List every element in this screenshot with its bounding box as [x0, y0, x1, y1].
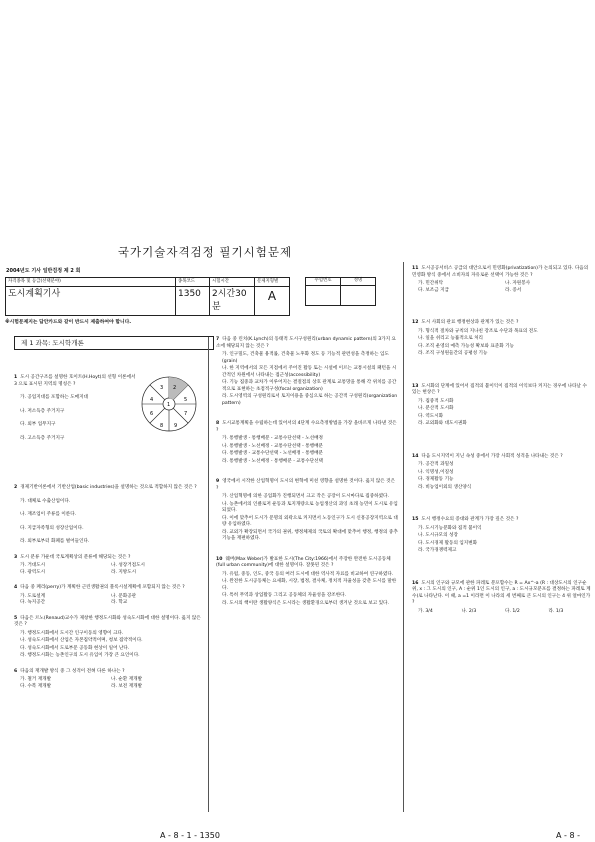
answer-option[interactable]: 다. 특히 무역과 상업활동 그리고 공동체의 자율성을 강조한다.	[222, 593, 347, 599]
question-number: 15	[412, 517, 419, 523]
question-text: 도시화의 단계에 있어서 집적의 불이익이 집적의 이익보다 커지는 경우에 나타날 수 있는 현상은 ?	[412, 383, 587, 396]
question-stem	[216, 479, 398, 492]
question-stem	[412, 320, 592, 327]
sector-label: 6	[150, 411, 154, 417]
column-divider	[403, 262, 404, 812]
answer-option[interactable]: 가. 공간적 과밀성	[418, 462, 454, 468]
question-column-1	[14, 375, 136, 446]
question-number: 5	[14, 615, 18, 621]
question-number: 6	[14, 668, 18, 674]
question-number: 2	[14, 485, 18, 490]
answer-option[interactable]: 다. 조직 운영의 예측 가능성 확보와 표준화 기능	[418, 343, 514, 349]
question	[412, 266, 592, 294]
sector-label: 4	[150, 397, 154, 403]
answer-option[interactable]: 다. 녹지공간	[20, 600, 46, 606]
answer-option[interactable]: 가. 대체로 수출산업이다.	[20, 498, 71, 504]
question-stem	[412, 581, 592, 607]
question-stem	[14, 375, 136, 388]
answer-option[interactable]: 나. 성장거점도시	[111, 563, 145, 569]
answer-option[interactable]: 라. 학교	[111, 600, 128, 606]
answer-option[interactable]: 나. 분산적 도시화	[418, 406, 454, 412]
answer-option[interactable]: 다. 1/2	[505, 608, 520, 614]
question-stem	[14, 616, 202, 629]
page-footer-left: A - 8 - 1 - 1350	[160, 831, 220, 840]
question-text: 웨버(Max Weber)가 발표한 도시(The City:1966)에서 주장한 완전한 도시공동체(full urban community)에 대한 설명이다. 잘못된 것은 ?	[216, 556, 391, 569]
answer-option[interactable]: 가. 도로설계	[20, 593, 46, 599]
answer-option[interactable]: 가. 도시기능분화와 집적 불이익	[418, 525, 482, 531]
question-number: 11	[412, 266, 419, 271]
answer-option[interactable]: 라. 고소득층 주거지구	[20, 435, 65, 441]
answer-option[interactable]: 나. 성숙도시화에서 산업은 자본집약적이며, 청보 집약적이다.	[20, 638, 143, 644]
answer-option[interactable]: 라. 보전 재개발	[111, 683, 143, 689]
answer-option[interactable]: 가. 형식적 절차와 규칙의 지나친 강조로 수단과 목표의 전도	[418, 328, 538, 334]
question-column-1-lower	[14, 485, 202, 699]
question-stem	[412, 266, 592, 279]
answer-option[interactable]: 라. 도시의 핵이란 생활양식은 도시라는 생활환경으로부터 생겨난 것으로 보고 있다.	[222, 600, 389, 606]
answer-option[interactable]: 가. 민간위탁	[418, 281, 444, 287]
answer-option[interactable]: 라. 외부로부터 화폐를 벌어들인다.	[20, 539, 90, 545]
answer-option[interactable]: 나. 2/3	[461, 608, 477, 614]
question-number: 7	[216, 337, 220, 342]
question-stem	[14, 669, 202, 676]
notice: ※시험문제지는 답안카드와 같이 반드시 제출하여야 합니다.	[5, 320, 132, 325]
subject-heading: 제 1 과목: 도시학개론	[14, 336, 214, 350]
question-text: 다음은 르노(Renaud)교수가 제창한 행정도시화와 성숙도시화에 대한 설명이다. 옳지 않은 것은 ?	[14, 615, 201, 628]
sector-label: 5	[184, 397, 188, 403]
question-stem	[216, 557, 398, 570]
answer-option[interactable]: 다. 보조금 지급	[418, 287, 450, 293]
question	[412, 581, 592, 616]
exam-title: 국가기술자격검정 필기시험문제	[117, 245, 293, 259]
answer-option[interactable]: 라. 국가경쟁력제고	[418, 548, 457, 554]
answer-option-row	[412, 288, 592, 295]
sector-label: 1	[167, 402, 171, 408]
question-number: 8	[216, 421, 220, 427]
answer-option[interactable]: 라. 교외가 확장되면서 국가의 권위, 행정체제의 국토의 확대에 맞추어 행정, 행정의 중추기능을 재편하였다.	[222, 529, 398, 542]
question-text: 다음의 재개발 방식 중 그 성격이 전혀 다른 하나는 ?	[20, 668, 125, 674]
question-stem	[216, 337, 398, 350]
answer-option[interactable]: 가. 집중적 도시화	[418, 398, 454, 404]
answer-option[interactable]: 나. 한 지역에서의 모든 지점에서 주어진 활동 또는 시설에 이르는 교통시설의 패턴을 시간적인 차원에서 나타내는 접근성(accessibility)	[222, 366, 397, 378]
answer-option[interactable]: 다. 성숙도시화에서 도로부문 공동화 현상이 일어 난다.	[20, 645, 130, 651]
answer-option[interactable]: 다. 역도시화	[418, 413, 444, 419]
question	[216, 421, 398, 465]
question	[412, 517, 592, 555]
sector-label: 2	[173, 385, 177, 391]
question-stem	[216, 421, 398, 434]
answer-option[interactable]: 가. 거대도시	[20, 563, 46, 569]
answer-option[interactable]: 나. 재조업이 주류를 이룬다.	[20, 512, 77, 518]
answer-option[interactable]: 라. 교외화와 대도시권화	[418, 421, 467, 427]
answer-option[interactable]: 나. 익명성,이질성	[418, 469, 454, 475]
answer-option[interactable]: 다. 경제활동 기능	[418, 477, 454, 483]
question	[14, 585, 202, 607]
answer-option[interactable]: 라. 조직 구성원들간의 공평성 기능	[418, 351, 488, 357]
question-stem	[412, 454, 592, 461]
answer-option[interactable]: 나. 순환 재개발	[111, 677, 143, 683]
answer-option[interactable]: 라. 행정도시화는 농촌인구의 도시 유입이 가장 큰 요인이다.	[20, 653, 140, 659]
question	[14, 669, 202, 691]
question	[412, 384, 592, 428]
answer-option[interactable]: 가. 3/4	[418, 608, 433, 614]
question-number: 10	[216, 556, 223, 562]
question-number: 4	[14, 585, 18, 591]
question-stem	[412, 384, 592, 397]
answer-option[interactable]: 나. 통행발생 - 노선배정 - 교통수단선택 - 통행배분	[222, 443, 323, 449]
type-value: A	[255, 287, 290, 316]
question-stem	[14, 585, 202, 592]
candidate-box	[305, 277, 376, 306]
question-text: 도시 행정수요의 증대와 관계가 가장 깊은 것은 ?	[421, 517, 519, 523]
answer-option[interactable]: 라. 도시영역의 구성원리로서 토지이용을 중심으로 하는 공간적 구성원리(organization pattern)	[222, 394, 398, 406]
answer-option[interactable]: 가. 통행발생 - 통행배분 - 교통수단선택 - 노선배정	[222, 436, 323, 442]
question-text: 다음 도시지역이 지닌 속성 중에서 가장 사회적 성격을 나타내는 것은 ?	[421, 453, 563, 459]
question-text: 도시 사회의 관료 행정현상과 관계가 있는 것은 ?	[421, 320, 519, 326]
sector-label: 8	[160, 423, 164, 429]
question-number: 12	[412, 320, 419, 326]
candidate-name-label: 성명	[341, 278, 376, 286]
question-text: 영국에서 시작한 산업혁명이 도시의 변혁에 미친 영향을 설명한 것이다. 옳지 않은 것은 ?	[216, 479, 396, 491]
answer-option[interactable]: 나. 자원봉사	[505, 281, 531, 287]
answer-option[interactable]: 다. 지급자족형의 성장산업이다.	[20, 525, 84, 531]
answer-option[interactable]: 나. 문화공관	[111, 593, 137, 599]
question-number: 9	[216, 479, 220, 485]
answer-option[interactable]: 나. 도시규모의 성장	[418, 533, 458, 539]
type-label: 문제지형별	[255, 278, 290, 287]
question-text: 도시 분류 가운데 국토계획상의 분류에 해당되는 것은 ?	[20, 554, 131, 560]
subject-label: 자격종목 및 등급(선택분야)	[6, 278, 176, 287]
answer-option[interactable]: 가. 인구밀도, 건축물 용적률, 건축물 노후화 정도 등 기능적 관련성을 측정하는 입도(grain)	[222, 352, 389, 364]
question-column-3	[412, 266, 592, 641]
candidate-name-field[interactable]	[341, 286, 376, 306]
question-text: 다음 중 린치(K.Lynch)의 동태적 도시구성원리(urban dynamic pattern)의 3가지 요소에 해당되지 않는 것은 ?	[216, 337, 396, 349]
answer-option[interactable]: 나. 완전한 도시공동체는 요새화, 시장, 법정, 결사체, 정치적 자율성을 갖춘 도시를 말한다.	[222, 579, 397, 591]
question-stem	[14, 555, 202, 562]
question-text: 도시 공간구조를 설명한 호이트(H.Hoyt)의 선형 이론에서 3 으로 표시된 지역의 명칭은 ?	[14, 375, 136, 387]
question	[14, 555, 202, 577]
answer-option[interactable]: 라. 1/3	[548, 608, 564, 614]
question-number: 14	[412, 453, 419, 459]
question-text: 도시공공서비스 공급의 대안으로서 민영화(privatization)가 논의되고 있다. 다음의 민영화 방식 중에서 소비자의 자유로운 선택이 가능한 것은 ?	[412, 266, 589, 278]
code-label: 종목코드	[176, 278, 210, 287]
answer-option[interactable]: 가. 행정도시화에서 도시간 인구이동의 영향이 크다.	[20, 630, 124, 636]
answer-option-row	[412, 609, 592, 616]
answer-option[interactable]: 다. 외부 업무지구	[20, 422, 56, 428]
answer-option[interactable]: 나. 저소득층 주거지구	[20, 408, 65, 414]
question-stem	[14, 485, 202, 492]
answer-option[interactable]: 나. 일을 쉬리고 능률적으로 처리	[418, 336, 483, 342]
candidate-number-label: 수험번호	[306, 278, 341, 286]
question	[412, 320, 592, 358]
candidate-number-field[interactable]	[306, 286, 341, 306]
answer-option[interactable]: 다. 통행발생 - 교통수단선택 - 노선배정 - 통행배분	[222, 451, 323, 457]
question-column-2	[216, 337, 398, 622]
question	[216, 479, 398, 543]
answer-option-row	[14, 684, 202, 691]
sector-label: 9	[174, 423, 178, 429]
question-number: 1	[14, 375, 18, 380]
code-value: 1350	[176, 287, 210, 316]
answer-option[interactable]: 다. 기능 집중과 교차가 이루어지는 결절점의 상호 관계로 교통망을 통해 각 위치를 공간적으로 표현하는 초점적구성(focal organization)	[222, 380, 397, 392]
question	[14, 375, 136, 442]
question-stem	[412, 517, 592, 524]
answer-option-row	[14, 600, 202, 607]
answer-option[interactable]: 가. 철거 재개발	[20, 677, 52, 683]
question	[14, 485, 202, 546]
answer-option[interactable]: 다. 수복 재개발	[20, 683, 52, 689]
hoyt-sector-figure	[140, 375, 198, 433]
question-text: 도시교통계획을 수립하는데 있어서의 4단계 수요측정방법을 가장 올바르게 나타낸 것은 ?	[216, 421, 397, 433]
question-text: 다음 중 페리(perry)가 계획한 근린생활권의 블록시설계획에 포함되지 않는 것은 ?	[20, 585, 185, 591]
question	[216, 557, 398, 608]
page-footer-right: A - 8 -	[556, 831, 580, 840]
answer-option[interactable]: 가. 유럽, 중동, 인도, 중국 등의 여러 도시에 대한 역사적 자료를 비교하여 연구하였다.	[222, 571, 394, 577]
subject-value: 도시계획기사	[6, 287, 176, 316]
exam-session: 2004년도 기사 일반검정 제 2 회	[6, 268, 81, 274]
question	[412, 454, 592, 492]
answer-option[interactable]: 가. 산업혁명에 의한 공업화가 진행되면서 크고 작은 공장이 도시마다로 집중하였다.	[222, 494, 389, 500]
question	[216, 337, 398, 407]
answer-option[interactable]: 다. 이에 맞추어 도시가 문명의 외곽으로 커지면서 노동인구가 도시 신흥공장지역으로 대량 유입하였다.	[222, 515, 398, 528]
question-number: 3	[14, 554, 18, 560]
time-value: 2시간30분	[210, 287, 255, 316]
answer-option[interactable]: 라. 통행발생 - 노선배정 - 통행배분 - 교통수단선택	[222, 458, 323, 464]
question-number: 13	[412, 383, 419, 389]
question-text: 경제기반이론에서 기반산업(basic industries)을 설명하는 것으로 적합하지 않은 것은 ?	[20, 485, 197, 490]
sector-label: 7	[184, 411, 188, 417]
question-number: 16	[412, 580, 419, 586]
sector-label: 3	[160, 385, 164, 391]
column-divider	[208, 337, 209, 812]
question-text: 도시의 인구와 규모에 관한 파레토 분포함수는 R = Ax^-a (R : 대상도시의 인구순위, x : 그 도시의 인구, A : 순위 1인 도시의 인구, a : 도시규모분포를 결정하는 파레토 계수)로 나타난다. 이 때, a =1 이라면 이 나라의 세 번째로 큰 도시의 인구는 4 위 얼마인가 ?	[412, 580, 591, 606]
answer-option[interactable]: 나. 농촌에서의 인클로저 운동과 토지개량으로 농업생산의 과잉 초래 농민이 도시로 유입되었다.	[222, 501, 398, 514]
answer-option[interactable]: 다. 광역도시	[20, 569, 46, 575]
answer-option[interactable]: 라. 증서	[505, 287, 522, 293]
answer-option[interactable]: 다. 도시경제 활동의 입지변화	[418, 540, 478, 546]
time-label: 시험시간	[210, 278, 255, 287]
answer-option[interactable]: 가. 공업지대를 포함하는 도매지대	[20, 395, 88, 401]
answer-option[interactable]: 라. 지방도시	[111, 569, 137, 575]
answer-option-row	[14, 570, 202, 577]
answer-option[interactable]: 라. 비농업이외의 생산양식	[418, 484, 472, 490]
question	[14, 616, 202, 660]
